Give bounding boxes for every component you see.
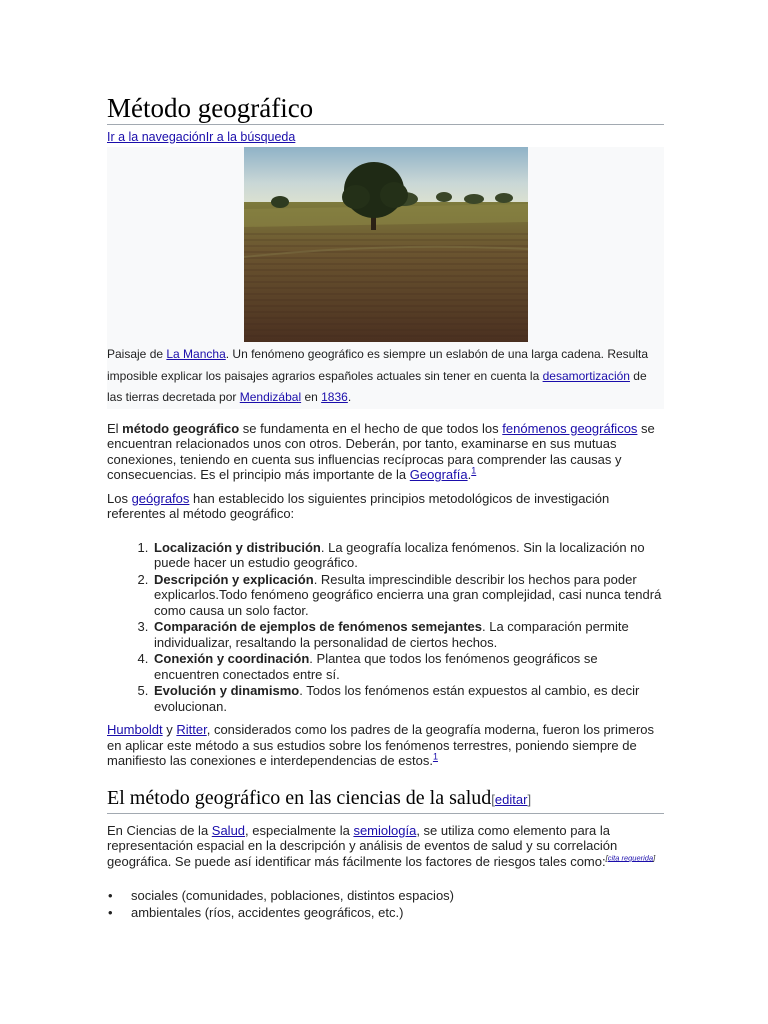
- landscape-image[interactable]: [244, 147, 528, 342]
- health-paragraph: [107, 823, 664, 870]
- list-item: [152, 651, 664, 682]
- paragraph-text: .: [467, 467, 472, 482]
- caption-text: . Un fenómeno geográfico es siempre un eslabón de una larga cadena. Resulta imposible explicar los paisajes agrarios españoles actuales sin tener en cuenta la: [107, 347, 649, 383]
- paragraph-text: y: [162, 722, 177, 737]
- list-item: [108, 904, 664, 921]
- list-item: [152, 540, 664, 571]
- jump-to-search-link[interactable]: Ir a la búsqueda: [205, 130, 296, 144]
- principles-list: [107, 540, 664, 715]
- principles-intro-paragraph: [107, 491, 664, 522]
- figure-caption: [107, 342, 664, 409]
- paragraph-text: han establecido los siguientes principios metodológicos de investigación referentes al método geográfico:: [107, 490, 610, 521]
- principle-text: . La comparación permite individualizar, resaltando la personalidad de ciertos hechos.: [154, 619, 629, 650]
- paragraph-text: se encuentran relacionados unos con otros. Deberán, por tanto, examinarse en sus mutuas conexiones, teniendo en cuenta sus influencias recíprocas para comprender las causas y consecuencias. Es el principio más importante de la: [107, 420, 655, 482]
- caption-text: Paisaje de: [107, 347, 167, 361]
- page-title: Método geográfico: [107, 92, 664, 125]
- figure: [107, 147, 664, 409]
- citation-needed: [606, 853, 656, 862]
- caption-text: en: [301, 390, 322, 404]
- fenomenos-geograficos-link[interactable]: fenómenos geográficos: [502, 420, 638, 436]
- semiologia-link[interactable]: semiología: [353, 822, 417, 838]
- list-item: [108, 887, 664, 904]
- paragraph-text: En Ciencias de la: [107, 822, 212, 838]
- reference-link[interactable]: 1: [432, 751, 438, 762]
- edit-section: [491, 792, 531, 807]
- year-1836-link[interactable]: 1836: [321, 390, 348, 404]
- citation-needed-link[interactable]: cita requerida: [607, 853, 654, 863]
- salud-link[interactable]: Salud: [211, 822, 246, 838]
- list-item: [152, 683, 664, 714]
- bracket: ]: [653, 853, 656, 863]
- list-item: [152, 572, 664, 619]
- principle-text: . La geografía localiza fenómenos. Sin la localización no puede hacer un estudio geográfico.: [154, 539, 645, 570]
- geografos-link[interactable]: geógrafos: [131, 490, 190, 506]
- la-mancha-link[interactable]: La Mancha: [166, 347, 226, 361]
- principle-title: Evolución y dinamismo: [154, 683, 300, 698]
- bracket: ]: [527, 791, 532, 807]
- reference-link[interactable]: 1: [471, 465, 477, 476]
- paragraph-text: Los: [107, 490, 132, 506]
- paragraph-text: El: [107, 420, 123, 436]
- humboldt-link[interactable]: Humboldt: [107, 722, 163, 737]
- bullet: •: [108, 888, 113, 903]
- paragraph-text: , se utiliza como elemento para la representación espacial en la descripción y análisis de eventos de salud y su correlación geográfica. Se puede así identificar más fácilmente los factores de riesgos tales como:: [107, 822, 618, 869]
- paragraph-text: , especialmente la: [245, 822, 354, 838]
- principle-text: . Todos los fenómenos están expuestos al cambio, es decir evolucionan.: [154, 683, 640, 714]
- ritter-link[interactable]: Ritter: [176, 722, 207, 737]
- list-item-text: ambientales (ríos, accidentes geográficos, etc.): [131, 905, 404, 920]
- humboldt-paragraph: [107, 722, 664, 769]
- principle-text: . Resulta imprescindible describir los hechos para poder explicarlos.Todo fenómeno geográfico encierra una gran complejidad, casi nunca tendrá como causa un solo factor.: [154, 571, 662, 618]
- paragraph-text: , considerados como los padres de la geografía moderna, fueron los primeros en aplicar este método a sus estudios sobre los fenómenos terrestres, poniendo siempre de manifiesto las conexiones e interdependencias de estos.: [107, 722, 655, 768]
- bold-term: método geográfico: [122, 420, 240, 436]
- intro-paragraph: [107, 421, 664, 483]
- principle-title: Comparación de ejemplos de fenómenos semejantes: [154, 619, 482, 634]
- principle-text: . Plantea que todos los fenómenos geográficos se encuentren conectados entre sí.: [154, 651, 598, 682]
- article: [107, 92, 664, 921]
- jump-links: [107, 127, 664, 147]
- principle-title: Conexión y coordinación: [154, 651, 310, 666]
- caption-text: .: [347, 390, 352, 404]
- desamortizacion-link[interactable]: desamortización: [542, 368, 630, 383]
- bullet: •: [108, 905, 113, 920]
- caption-text: de las tierras decretada por: [107, 368, 647, 404]
- risk-factors-list: [107, 887, 664, 921]
- geografia-link[interactable]: Geografía: [409, 467, 468, 482]
- section-heading: [107, 785, 664, 814]
- principle-title: Descripción y explicación: [154, 571, 314, 587]
- mendizabal-link[interactable]: Mendizábal: [239, 390, 302, 404]
- list-item-text: sociales (comunidades, poblaciones, distintos espacios): [131, 888, 455, 903]
- edit-section-link[interactable]: editar: [494, 791, 528, 807]
- principle-title: Localización y distribución: [154, 539, 321, 555]
- bracket: [: [605, 853, 608, 863]
- section-heading-text: El método geográfico en las ciencias de la salud: [107, 786, 492, 809]
- jump-to-navigation-link[interactable]: Ir a la navegación: [107, 130, 206, 144]
- list-item: [152, 619, 664, 650]
- paragraph-text: se fundamenta en el hecho de que todos los: [239, 420, 503, 436]
- bracket: [: [491, 791, 495, 807]
